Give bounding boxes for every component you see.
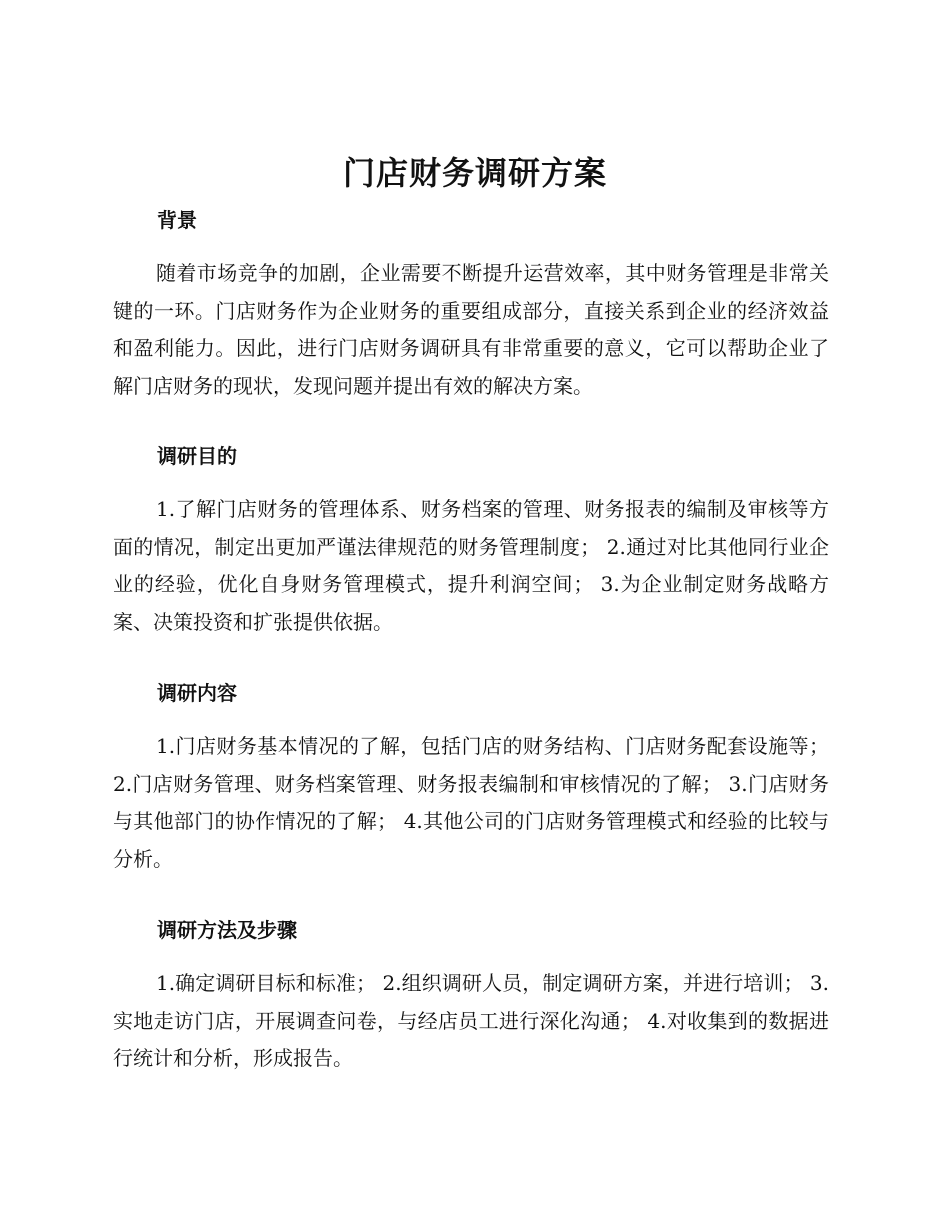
section-body-content: 1.门店财务基本情况的了解，包括门店的财务结构、门店财务配套设施等； 2.门店财务管理、财务档案管理、财务报表编制和审核情况的了解； 3.门店财务与其他部门的协作情况的了解； 4.其他公司的门店财务管理模式和经验的比较与分析。 xyxy=(113,734,829,871)
document-title: 门店财务调研方案 xyxy=(342,154,607,192)
section-heading-background: 背景 xyxy=(157,208,197,232)
section-heading-content: 调研内容 xyxy=(157,681,237,705)
section-heading-purpose: 调研目的 xyxy=(157,444,237,468)
section-body-method: 1.确定调研目标和标准； 2.组织调研人员，制定调研方案，并进行培训； 3.实地走访门店，开展调查问卷，与经店员工进行深化沟通； 4.对收集到的数据进行统计和分析，形成报告。 xyxy=(113,971,829,1070)
section-heading-method: 调研方法及步骤 xyxy=(157,918,297,942)
section-body-purpose: 1.了解门店财务的管理体系、财务档案的管理、财务报表的编制及审核等方面的情况，制定出更加严谨法律规范的财务管理制度； 2.通过对比其他同行业企业的经验，优化自身财务管理模式，提升利润空间； 3.为企业制定财务战略方案、决策投资和扩张提供依据。 xyxy=(113,497,829,634)
section-body-background: 随着市场竞争的加剧，企业需要不断提升运营效率，其中财务管理是非常关键的一环。门店财务作为企业财务的重要组成部分，直接关系到企业的经济效益和盈利能力。因此，进行门店财务调研具有非常重要的意义，它可以帮助企业了解门店财务的现状，发现问题并提出有效的解决方案。 xyxy=(113,261,829,398)
